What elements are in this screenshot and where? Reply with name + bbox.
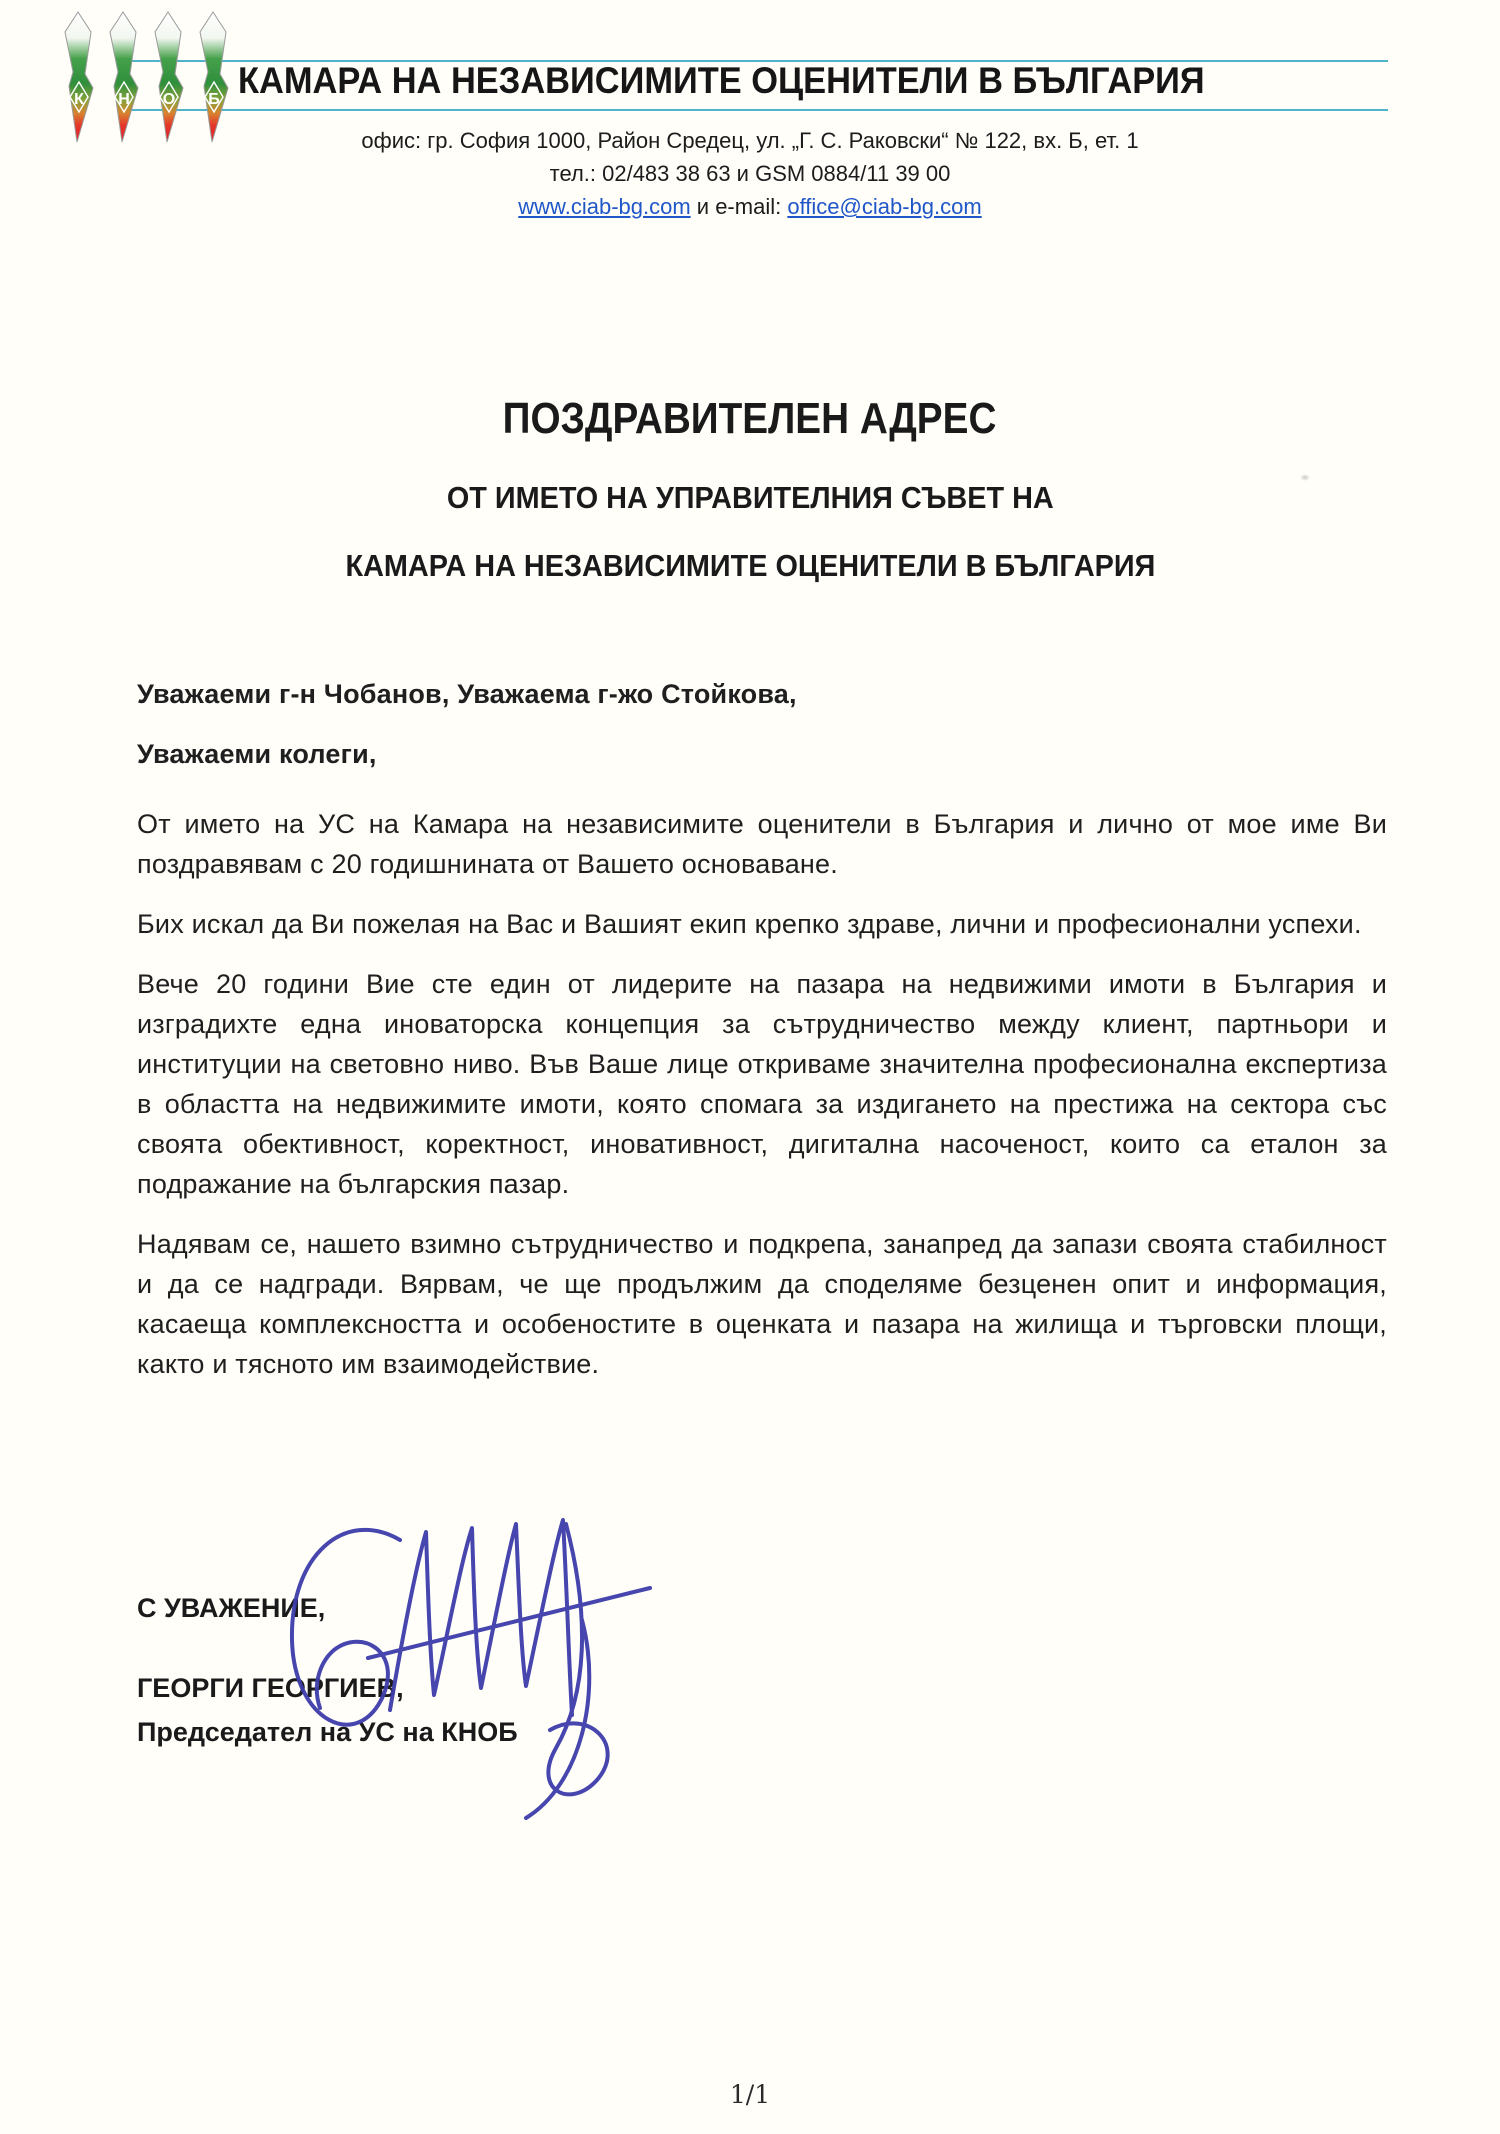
contact-address: офис: гр. София 1000, Район Средец, ул. „Г. С. Раковски“ № 122, вх. Б, ет. 1 — [361, 128, 1139, 153]
paragraph-4: Надявам се, нашето взимно сътрудничество и подкрепа, занапред да запази своята стабилност и да се надгради. Вярвам, че ще продължим да споделяме безценен опит и информация, касаеща комплексността и особеностите в оценката и пазара на жилища и търговски площи, както и тясното им взаимодействие. — [137, 1229, 1387, 1379]
contact-phone: тел.: 02/483 38 63 и GSM 0884/11 39 00 — [549, 161, 951, 186]
contact-web-line — [0, 190, 1500, 223]
email-separator: и e-mail: — [696, 194, 782, 219]
svg-text:К: К — [74, 91, 84, 108]
paragraph-1: От името на УС на Камара на независимите оценители в България и лично от мое име Ви поздравявам с 20 годишнината от Вашето основаване. — [137, 809, 1387, 879]
signoff-role: Председател на УС на КНОБ — [137, 1717, 518, 1747]
paragraph-3: Вече 20 години Вие сте един от лидерите на пазара на недвижими имоти в България и изградихте една иноваторска концепция за сътрудничество между клиент, партньори и институции на световно ниво. Във Ваше лице откриваме значителна професионална експертиза в областта на недвижимите имоти, която спомага за издигането на престижа на сектора със своята обективност, коректност, иновативност, дигитална насоченост, които са еталон за подражание на българския пазар. — [137, 969, 1387, 1199]
svg-text:Н: Н — [118, 91, 130, 108]
signature-scribble — [250, 1500, 680, 1835]
svg-text:Б: Б — [208, 91, 220, 108]
header-rule-bottom — [118, 109, 1388, 111]
signoff-regards: С УВАЖЕНИЕ, — [137, 1593, 326, 1623]
website-link[interactable]: www.ciab-bg.com — [518, 194, 691, 219]
paragraph-2: Бих искал да Ви пожелая на Вас и Вашият екип крепко здраве, лични и професионални успехи. — [137, 909, 1362, 939]
signoff-name: ГЕОРГИ ГЕОРГИЕВ, — [137, 1673, 404, 1703]
document-subtitle-2: КАМАРА НА НЕЗАВИСИМИТЕ ОЦЕНИТЕЛИ В БЪЛГАРИЯ — [345, 548, 1155, 583]
logo-ribbons — [65, 12, 228, 142]
document-subtitle-1: ОТ ИМЕТО НА УПРАВИТЕЛНИЯ СЪВЕТ НА — [446, 480, 1054, 515]
email-link[interactable]: office@ciab-bg.com — [787, 194, 982, 219]
page-number: 1/1 — [729, 2080, 771, 2109]
org-name: КАМАРА НА НЕЗАВИСИМИТЕ ОЦЕНИТЕЛИ В БЪЛГАРИЯ — [238, 60, 1205, 101]
document-title: ПОЗДРАВИТЕЛЕН АДРЕС — [503, 394, 997, 443]
greeting-addressees: Уважаеми г-н Чобанов, Уважаема г-жо Стойкова, — [137, 679, 797, 709]
letter-body — [137, 678, 1387, 1404]
greeting-colleagues: Уважаеми колеги, — [137, 739, 377, 769]
contact-block — [0, 124, 1500, 223]
svg-text:О: О — [162, 91, 176, 108]
